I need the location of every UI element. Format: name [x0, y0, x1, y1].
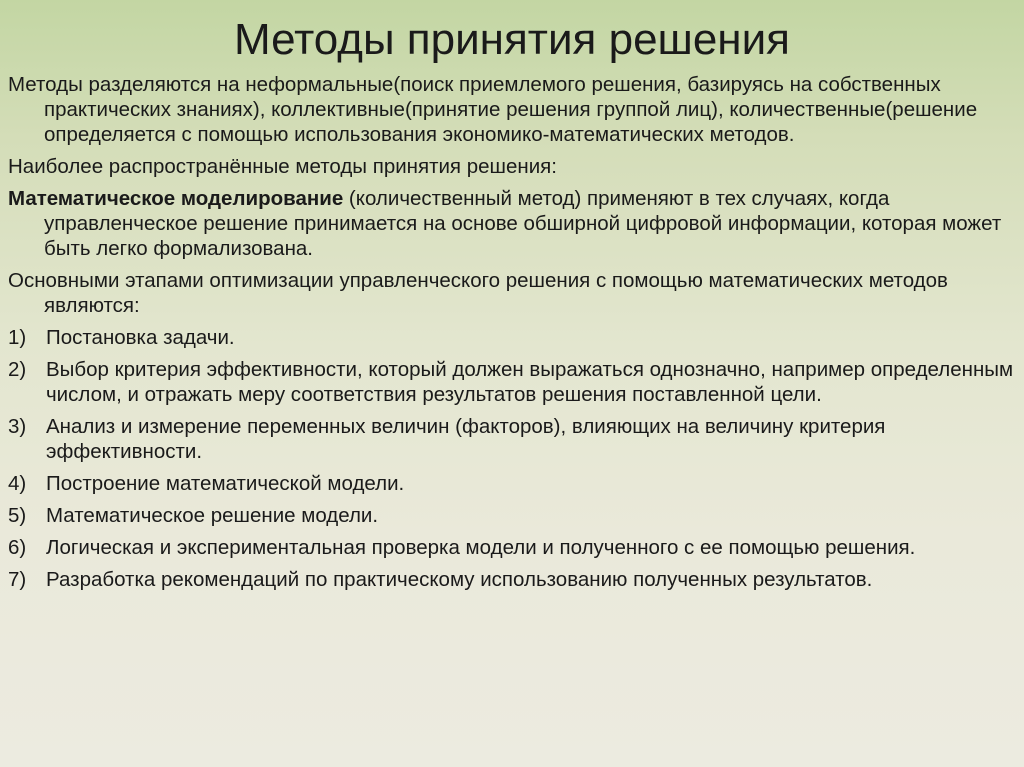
list-item [8, 357, 1014, 407]
list-item-number: 6) [8, 536, 27, 559]
list-item-number: 1) [8, 326, 27, 349]
intro-paragraph: Методы разделяются на неформальные(поиск приемлемого решения, базируясь на собственных практических знаниях), коллективные(принятие решения группой лиц), количественные(решение определяется с помощью использования экономико-математических методов. [8, 73, 978, 146]
common-methods-paragraph: Наиболее распространённые методы принятия решения: [8, 155, 557, 178]
list-item-text: Разработка рекомендаций по практическому использованию полученных результатов. [46, 568, 873, 591]
slide-body [8, 72, 1014, 599]
list-item-number: 2) [8, 358, 27, 381]
list-item [8, 503, 1014, 528]
list-item-number: 7) [8, 568, 27, 591]
list-item-text: Анализ и измерение переменных величин (факторов), влияющих на величину критерия эффективности. [46, 415, 886, 463]
list-item-number: 3) [8, 415, 27, 438]
list-item [8, 414, 1014, 464]
list-item-text: Постановка задачи. [46, 326, 235, 349]
list-item [8, 567, 1014, 592]
modeling-paragraph [8, 186, 1014, 261]
slide-title: Методы принятия решения [233, 15, 791, 64]
list-item-text: Построение математической модели. [46, 472, 405, 495]
list-item-text: Логическая и экспериментальная проверка модели и полученного с ее помощью решения. [46, 536, 916, 559]
list-item-text: Математическое решение модели. [46, 504, 379, 527]
stages-list [8, 325, 1014, 592]
list-item [8, 325, 1014, 350]
list-item-number: 5) [8, 504, 27, 527]
list-item-text: Выбор критерия эффективности, который должен выражаться однозначно, например определенным числом, и отражать меру соответствия результатов решения поставленной цели. [46, 358, 1014, 406]
modeling-text: (количественный метод) применяют в тех случаях, когда управленческое решение принимается на основе обширной цифровой информации, которая может быть легко формализована. [44, 187, 1002, 260]
stages-intro-paragraph: Основными этапами оптимизации управленческого решения с помощью математических методов являются: [8, 269, 948, 317]
list-item [8, 471, 1014, 496]
list-item [8, 535, 1014, 560]
list-item-number: 4) [8, 472, 27, 495]
modeling-term: Математическое моделирование [8, 187, 344, 210]
